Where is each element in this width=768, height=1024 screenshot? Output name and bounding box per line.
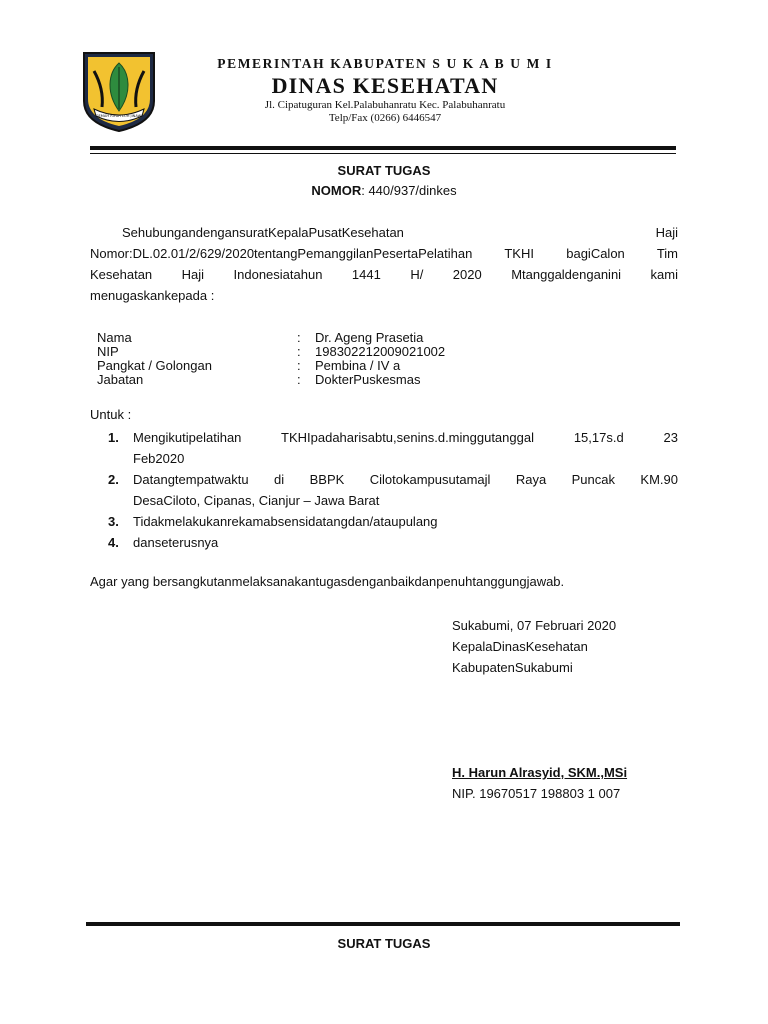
government-name: PEMERINTAH KABUPATEN S U K A B U M I (217, 56, 553, 71)
task-number: 2. (108, 472, 119, 487)
paragraph-line: Nomor:DL.02.01/2/629/2020tentangPemanggilanPesertaPelatihan TKHI bagiCalon Tim (90, 246, 678, 261)
header-divider-thin (90, 153, 676, 154)
identity-value: Pembina / IV a (315, 358, 401, 373)
signer-position: KepalaDinasKesehatan (452, 639, 588, 654)
nomor-value: : 440/937/dinkes (361, 183, 457, 198)
header-divider-thick (90, 146, 676, 150)
next-page-divider (86, 922, 680, 926)
task-text: Tidakmelakukanrekamabsensidatangdan/ataupulang (133, 514, 438, 529)
identity-row (97, 331, 445, 345)
signer-position-region: KabupatenSukabumi (452, 660, 573, 675)
signer-nip: NIP. 19670517 198803 1 007 (452, 786, 621, 801)
paragraph-line: menugaskankepada : (90, 288, 215, 303)
list-item (108, 469, 678, 511)
place-date: Sukabumi, 07 Februari 2020 (452, 618, 617, 633)
logo-motto: GEMAH RIPAH LOH JINAWI (95, 114, 143, 118)
identity-label: NIP (97, 344, 119, 359)
identity-value: Dr. Ageng Prasetia (315, 330, 424, 345)
task-text: danseterusnya (133, 535, 219, 550)
agency-contact: Telp/Fax (0266) 6446547 (328, 112, 442, 124)
list-item (108, 427, 678, 469)
closing-sentence: Agar yang bersangkutanmelaksanakantugasdenganbaikdanpenuhtanggungjawab. (90, 574, 565, 589)
identity-sep: : (297, 372, 301, 387)
paragraph-line: Kesehatan Haji Indonesiatahun 1441 H/ 2020 Mtanggaldenganini kami (90, 267, 678, 282)
task-number: 3. (108, 514, 119, 529)
next-page-title: SURAT TUGAS (337, 936, 431, 951)
identity-sep: : (297, 344, 301, 359)
identity-value: DokterPuskesmas (315, 372, 421, 387)
task-text: Mengikutipelatihan TKHIpadaharisabtu,senins.d.minggutanggal 15,17s.d 23 (133, 430, 678, 445)
document-title: SURAT TUGAS (337, 163, 431, 178)
identity-sep: : (297, 330, 301, 345)
task-list (108, 427, 678, 553)
task-text: Datangtempatwaktu di BBPK Cilotokampusutamajl Raya Puncak KM.90 (133, 472, 678, 487)
letterhead (170, 56, 600, 125)
intro-paragraph (90, 222, 678, 306)
identity-label: Nama (97, 330, 132, 345)
task-number: 1. (108, 430, 119, 445)
nomor-label: NOMOR (311, 183, 362, 198)
identity-value: 198302212009021002 (315, 344, 446, 359)
paragraph-line: SehubungandengansuratKepalaPusatKesehatan Haji (122, 225, 678, 240)
list-item (108, 511, 678, 532)
untuk-label: Untuk : (90, 407, 132, 422)
agency-address: Jl. Cipatuguran Kel.Palabuhanratu Kec. Palabuhanratu (264, 99, 506, 111)
agency-name: DINAS KESEHATAN (271, 73, 499, 98)
document-number (0, 183, 768, 198)
identity-row (97, 359, 445, 373)
task-text-cont: DesaCiloto, Cipanas, Cianjur – Jawa Barat (133, 493, 380, 508)
sukabumi-logo (80, 49, 158, 133)
identity-row (97, 373, 445, 387)
identity-label: Pangkat / Golongan (97, 358, 212, 373)
identity-label: Jabatan (97, 372, 144, 387)
list-item (108, 532, 678, 553)
task-text-cont: Feb2020 (133, 451, 185, 466)
task-number: 4. (108, 535, 119, 550)
identity-row (97, 345, 445, 359)
identity-sep: : (297, 358, 301, 373)
identity-table (97, 331, 445, 387)
signer-name: H. Harun Alrasyid, SKM.,MSi (452, 765, 628, 780)
